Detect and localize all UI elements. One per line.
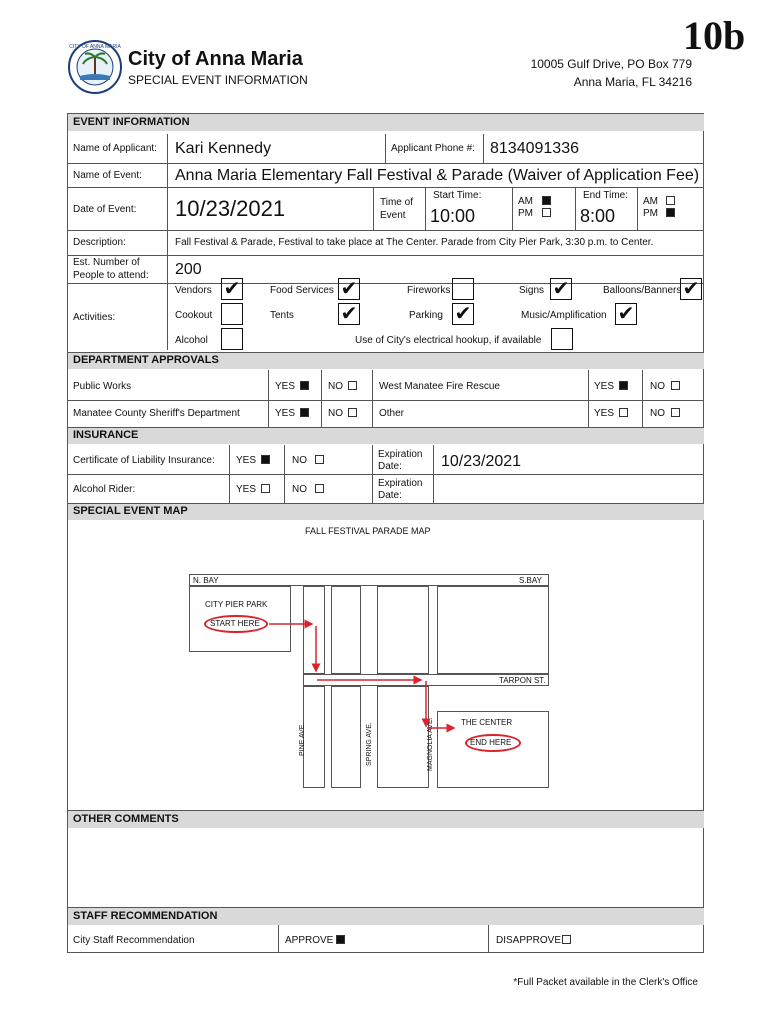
- end-pm-label: PM: [643, 208, 658, 219]
- start-time-label: Start Time:: [433, 190, 482, 201]
- other-comments-area[interactable]: [68, 828, 704, 906]
- activity-food-checkbox[interactable]: ✔: [338, 278, 360, 300]
- section-department-approvals: DEPARTMENT APPROVALS: [68, 352, 704, 369]
- activity-food-label: Food Services: [270, 285, 334, 296]
- map-tarpon: TARPON ST.: [499, 676, 546, 685]
- map-pine-ave: PINE AVE.: [299, 722, 306, 756]
- map-pier-park: CITY PIER PARK: [205, 600, 268, 609]
- liability-exp-label-2: Date:: [378, 461, 402, 472]
- dept-sheriff-no-label: NO: [328, 408, 343, 419]
- map-the-center: THE CENTER: [461, 718, 513, 727]
- map-title: FALL FESTIVAL PARADE MAP: [305, 526, 431, 536]
- svg-text:CITY OF ANNA MARIA: CITY OF ANNA MARIA: [69, 44, 121, 50]
- address-line-1: 10005 Gulf Drive, PO Box 779: [530, 57, 692, 71]
- description-label: Description:: [73, 237, 126, 248]
- activity-alcohol-label: Alcohol: [175, 335, 208, 346]
- activity-signs-label: Signs: [519, 285, 545, 296]
- staff-recommendation-label: City Staff Recommendation: [73, 935, 195, 946]
- dept-fire-yes-label: YES: [594, 381, 615, 392]
- phone-value[interactable]: 8134091336: [490, 140, 579, 157]
- activity-alcohol-checkbox[interactable]: [221, 328, 243, 350]
- dept-other-label: Other: [379, 408, 405, 419]
- event-value[interactable]: Anna Maria Elementary Fall Festival & Parade (Waiver of Application Fee): [175, 167, 700, 184]
- people-label-1: Est. Number of: [73, 257, 140, 268]
- activity-music-checkbox[interactable]: ✔: [615, 303, 637, 325]
- alcohol-rider-exp-label-1: Expiration: [378, 478, 423, 489]
- liability-exp-label-1: Expiration: [378, 449, 423, 460]
- date-value[interactable]: 10/23/2021: [175, 196, 286, 221]
- activity-tents-checkbox[interactable]: ✔: [338, 303, 360, 325]
- liability-label: Certificate of Liability Insurance:: [73, 455, 215, 466]
- dept-public-works-no-checkbox[interactable]: [348, 381, 357, 390]
- city-name: City of Anna Maria: [128, 48, 303, 70]
- start-pm-label: PM: [518, 208, 533, 219]
- map-end-here: END HERE: [470, 738, 512, 747]
- dept-other-yes-label: YES: [594, 408, 615, 419]
- parade-map: [69, 521, 703, 809]
- phone-label: Applicant Phone #:: [391, 143, 475, 154]
- end-time-value[interactable]: 8:00: [580, 206, 616, 226]
- disapprove-checkbox[interactable]: [562, 935, 571, 944]
- city-seal: [68, 40, 122, 94]
- alcohol-rider-yes-label: YES: [236, 484, 257, 495]
- dept-sheriff-yes-label: YES: [275, 408, 296, 419]
- people-label-2: People to attend:: [73, 270, 149, 281]
- end-am-label: AM: [643, 196, 658, 207]
- activity-balloons-label: Balloons/Banners: [603, 285, 682, 296]
- start-am-label: AM: [518, 196, 533, 207]
- applicant-value[interactable]: Kari Kennedy: [175, 140, 272, 157]
- dept-public-works-no-label: NO: [328, 381, 343, 392]
- liability-no-label: NO: [292, 455, 307, 466]
- section-staff-recommendation: STAFF RECOMMENDATION: [68, 908, 704, 925]
- approve-label: APPROVE: [285, 935, 334, 946]
- section-other-comments: OTHER COMMENTS: [68, 811, 704, 828]
- start-am-checkbox[interactable]: [542, 196, 551, 205]
- activity-fireworks-checkbox[interactable]: [452, 278, 474, 300]
- dept-fire-no-label: NO: [650, 381, 665, 392]
- activity-fireworks-label: Fireworks: [407, 285, 451, 296]
- form-code: 10b: [683, 13, 746, 58]
- activity-parking-checkbox[interactable]: ✔: [452, 303, 474, 325]
- liability-yes-checkbox[interactable]: [261, 455, 270, 464]
- activity-music-label: Music/Amplification: [521, 310, 607, 321]
- dept-public-works-yes-checkbox[interactable]: [300, 381, 309, 390]
- event-label: Name of Event:: [73, 170, 142, 181]
- activity-balloons-checkbox[interactable]: ✔: [680, 278, 702, 300]
- time-label-1: Time of: [380, 197, 413, 208]
- dept-public-works-yes-label: YES: [275, 381, 296, 392]
- dept-public-works-label: Public Works: [73, 381, 132, 392]
- dept-fire-no-checkbox[interactable]: [671, 381, 680, 390]
- start-pm-checkbox[interactable]: [542, 208, 551, 217]
- start-time-value[interactable]: 10:00: [430, 206, 476, 226]
- liability-no-checkbox[interactable]: [315, 455, 324, 464]
- parade-route: [69, 521, 703, 809]
- activity-electrical-label: Use of City's electrical hookup, if available: [355, 335, 542, 346]
- activity-tents-label: Tents: [270, 310, 294, 321]
- dept-fire-yes-checkbox[interactable]: [619, 381, 628, 390]
- end-pm-checkbox[interactable]: [666, 208, 675, 217]
- people-value[interactable]: 200: [175, 261, 202, 278]
- dept-sheriff-label: Manatee County Sheriff's Department: [73, 408, 240, 419]
- alcohol-rider-exp-label-2: Date:: [378, 490, 402, 501]
- alcohol-rider-no-label: NO: [292, 484, 307, 495]
- section-special-event-map: SPECIAL EVENT MAP: [68, 503, 704, 520]
- page-subtitle: SPECIAL EVENT INFORMATION: [128, 73, 308, 87]
- alcohol-rider-yes-checkbox[interactable]: [261, 484, 270, 493]
- end-time-label: End Time:: [583, 190, 629, 201]
- alcohol-rider-label: Alcohol Rider:: [73, 484, 136, 495]
- address-line-2: Anna Maria, FL 34216: [573, 75, 692, 89]
- approve-checkbox[interactable]: [336, 935, 345, 944]
- activities-label: Activities:: [73, 312, 116, 323]
- activity-cookout-label: Cookout: [175, 310, 213, 321]
- dept-sheriff-no-checkbox[interactable]: [348, 408, 357, 417]
- map-start-here: START HERE: [210, 619, 260, 628]
- date-label: Date of Event:: [73, 204, 137, 215]
- activity-cookout-checkbox[interactable]: [221, 303, 243, 325]
- section-insurance: INSURANCE: [68, 427, 704, 444]
- liability-yes-label: YES: [236, 455, 257, 466]
- dept-fire-label: West Manatee Fire Rescue: [379, 381, 500, 392]
- activity-vendors-label: Vendors: [175, 285, 212, 296]
- dept-sheriff-yes-checkbox[interactable]: [300, 408, 309, 417]
- activity-signs-checkbox[interactable]: ✔: [550, 278, 572, 300]
- activity-electrical-checkbox[interactable]: [551, 328, 573, 350]
- activity-vendors-checkbox[interactable]: ✔: [221, 278, 243, 300]
- map-spring-ave: SPRING AVE.: [366, 722, 373, 766]
- activity-parking-label: Parking: [409, 310, 443, 321]
- dept-other-no-label: NO: [650, 408, 665, 419]
- disapprove-label: DISAPPROVE: [496, 935, 562, 946]
- section-event-information: EVENT INFORMATION: [68, 114, 704, 131]
- description-value[interactable]: Fall Festival & Parade, Festival to take place at The Center. Parade from City Pier Park, 3:30 p.m. to Center.: [175, 237, 654, 248]
- applicant-label: Name of Applicant:: [73, 143, 157, 154]
- end-am-checkbox[interactable]: [666, 196, 675, 205]
- dept-other-yes-checkbox[interactable]: [619, 408, 628, 417]
- footer-note: *Full Packet available in the Clerk's Office: [513, 977, 698, 988]
- liability-exp-value[interactable]: 10/23/2021: [441, 453, 522, 470]
- map-s-bay: S.BAY: [519, 576, 542, 585]
- time-label-2: Event: [380, 210, 406, 221]
- map-magnolia-ave: MAGNOLIA AVE.: [427, 717, 434, 771]
- map-n-bay: N. BAY: [193, 576, 219, 585]
- dept-other-no-checkbox[interactable]: [671, 408, 680, 417]
- alcohol-rider-no-checkbox[interactable]: [315, 484, 324, 493]
